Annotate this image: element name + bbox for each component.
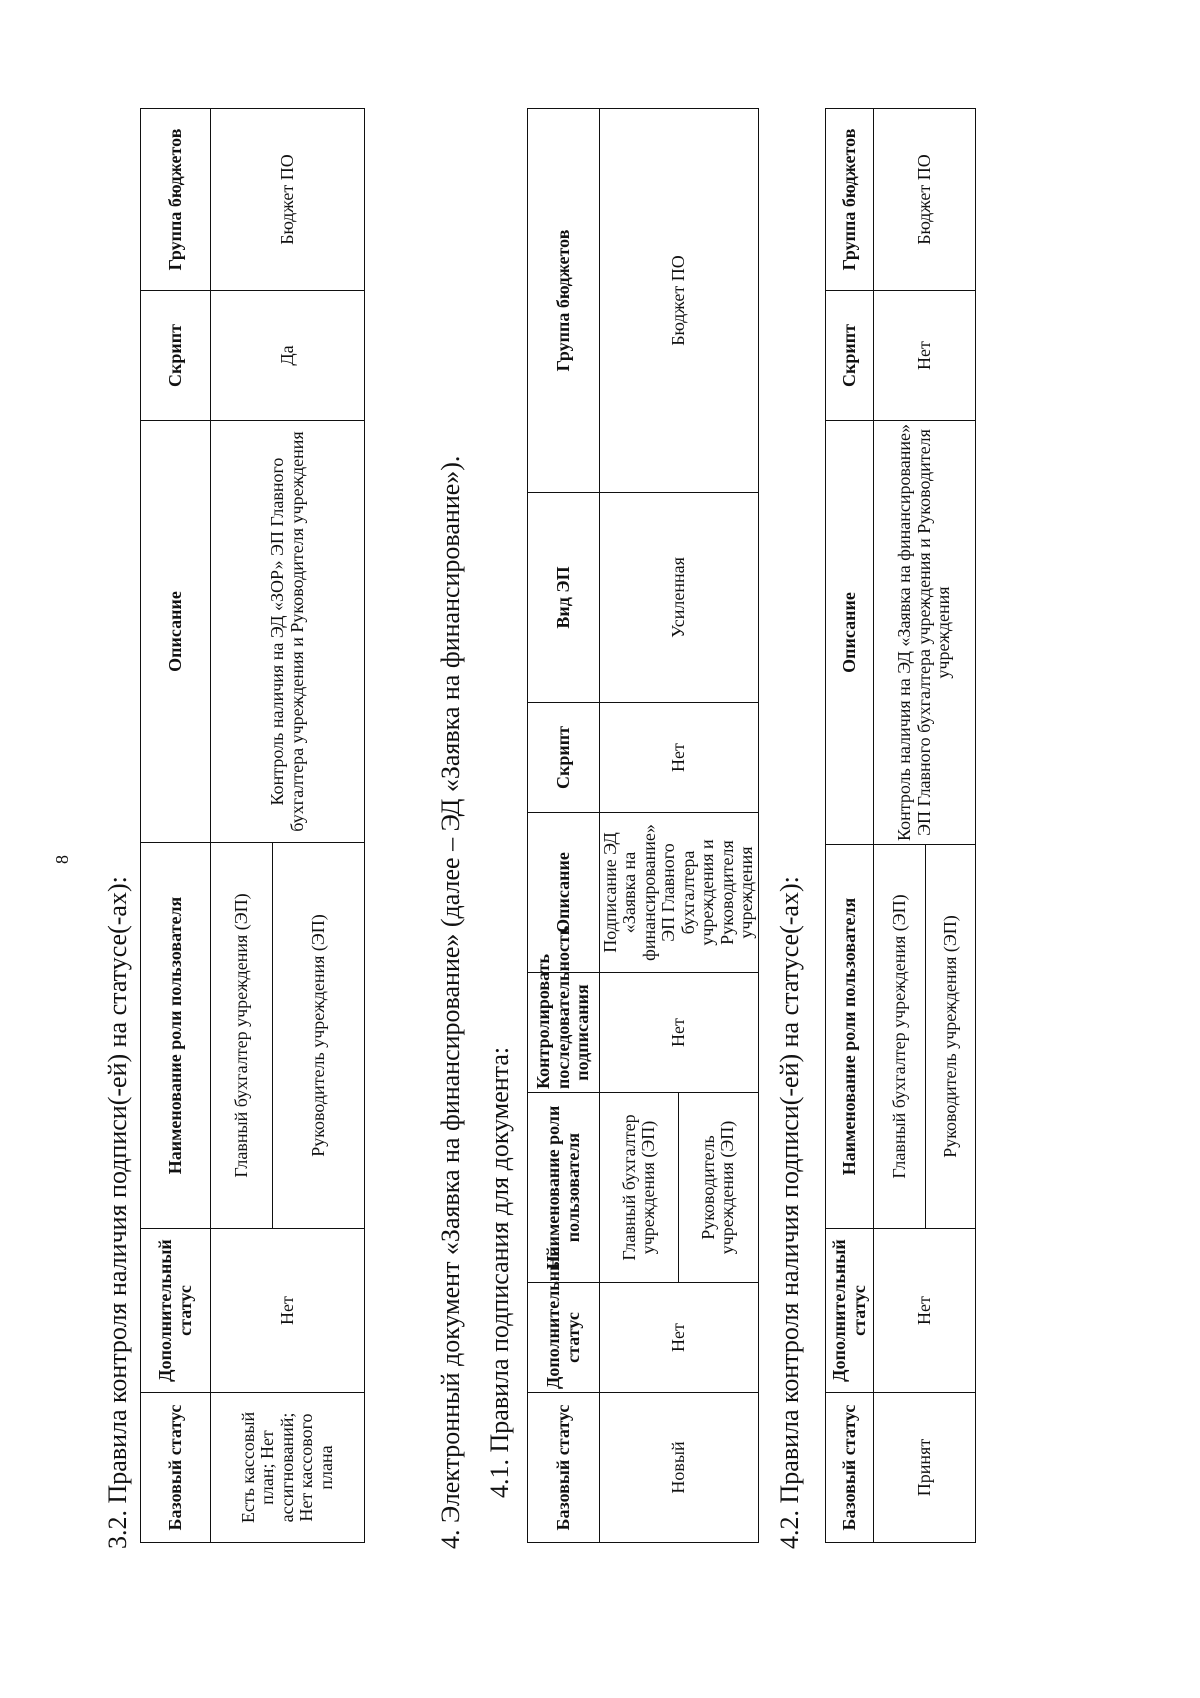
header-budget-group: Группа бюджетов bbox=[826, 109, 874, 291]
cell-role-chief-accountant: Главный бухгалтер учреждения (ЭП) bbox=[874, 845, 926, 1229]
cell-role-chief-accountant: Главный бухгалтер учреждения (ЭП) bbox=[600, 1093, 679, 1283]
cell-script: Нет bbox=[600, 703, 759, 813]
cell-script: Нет bbox=[874, 291, 976, 421]
page-number: 8 bbox=[52, 855, 72, 864]
header-description: Описание bbox=[141, 421, 211, 843]
table-4-2 bbox=[825, 108, 976, 1543]
header-script: Скрипт bbox=[528, 703, 600, 813]
header-script: Скрипт bbox=[141, 291, 211, 421]
table-row bbox=[211, 109, 273, 1543]
header-script: Скрипт bbox=[826, 291, 874, 421]
header-ep-type: Вид ЭП bbox=[528, 493, 600, 703]
cell-control-sequence: Нет bbox=[600, 973, 759, 1093]
cell-base-status: Принят bbox=[874, 1393, 976, 1543]
header-control-sequence: Контролировать последовательность подписания bbox=[528, 973, 600, 1093]
cell-budget-group: Бюджет ПО bbox=[600, 109, 759, 493]
cell-role-head: Руководитель учреждения (ЭП) bbox=[926, 845, 976, 1229]
cell-description: Контроль наличия на ЭД «ЗОР» ЭП Главного бухгалтера учреждения и Руководителя учреждения bbox=[211, 421, 365, 843]
header-description: Описание bbox=[528, 813, 600, 973]
header-role-name: Наименование роли пользователя bbox=[141, 843, 211, 1229]
header-additional-status: Дополнительный статус bbox=[826, 1229, 874, 1393]
cell-ep-type: Усиленная bbox=[600, 493, 759, 703]
section-4-2-heading: 4.2. Правила контроля наличия подписи(-ей) на статусе(-ах): bbox=[775, 876, 804, 1549]
header-base-status: Базовый статус bbox=[141, 1393, 211, 1543]
cell-base-status: Новый bbox=[600, 1393, 759, 1543]
header-base-status: Базовый статус bbox=[826, 1393, 874, 1543]
table-header-row bbox=[528, 109, 600, 1543]
table-4-1 bbox=[527, 108, 759, 1543]
header-role-name: Наименование роли пользователя bbox=[528, 1093, 600, 1283]
section-3-2-heading: 3.2. Правила контроля наличия подписи(-ей) на статусе(-ах): bbox=[103, 876, 132, 1549]
cell-budget-group: Бюджет ПО bbox=[874, 109, 976, 291]
table-row bbox=[874, 109, 926, 1543]
cell-description: Контроль наличия на ЭД «Заявка на финансирование» ЭП Главного бухгалтера учреждения и Руководителя учреждения bbox=[874, 421, 976, 845]
header-description: Описание bbox=[826, 421, 874, 845]
cell-additional-status: Нет bbox=[874, 1229, 976, 1393]
section-4-heading: 4. Электронный документ «Заявка на финансирование» (далее – ЭД «Заявка на финансирование»). bbox=[436, 455, 465, 1549]
cell-role-head: Руководитель учреждения (ЭП) bbox=[679, 1093, 758, 1283]
header-additional-status: Дополнительный статус bbox=[528, 1283, 600, 1393]
table-row bbox=[600, 109, 679, 1543]
cell-budget-group: Бюджет ПО bbox=[211, 109, 365, 291]
cell-role-head: Руководитель учреждения (ЭП) bbox=[273, 843, 365, 1229]
cell-additional-status: Нет bbox=[600, 1283, 759, 1393]
cell-role-chief-accountant: Главный бухгалтер учреждения (ЭП) bbox=[211, 843, 273, 1229]
header-base-status: Базовый статус bbox=[528, 1393, 600, 1543]
header-role-name: Наименование роли пользователя bbox=[826, 845, 874, 1229]
header-budget-group: Группа бюджетов bbox=[528, 109, 600, 493]
cell-base-status: Есть кассовый план; Нет ассигнований; Нет кассового плана bbox=[211, 1393, 365, 1543]
header-budget-group: Группа бюджетов bbox=[141, 109, 211, 291]
section-4-1-heading: 4.1. Правила подписания для документа: bbox=[485, 1046, 514, 1498]
cell-description: Подписание ЭД «Заявка на финансирование» ЭП Главного бухгалтера учреждения и Руководителя учреждения bbox=[600, 813, 759, 973]
cell-additional-status: Нет bbox=[211, 1229, 365, 1393]
table-3-2 bbox=[140, 108, 365, 1543]
header-additional-status: Дополнительный статус bbox=[141, 1229, 211, 1393]
table-header-row bbox=[826, 109, 874, 1543]
cell-script: Да bbox=[211, 291, 365, 421]
table-header-row bbox=[141, 109, 211, 1543]
